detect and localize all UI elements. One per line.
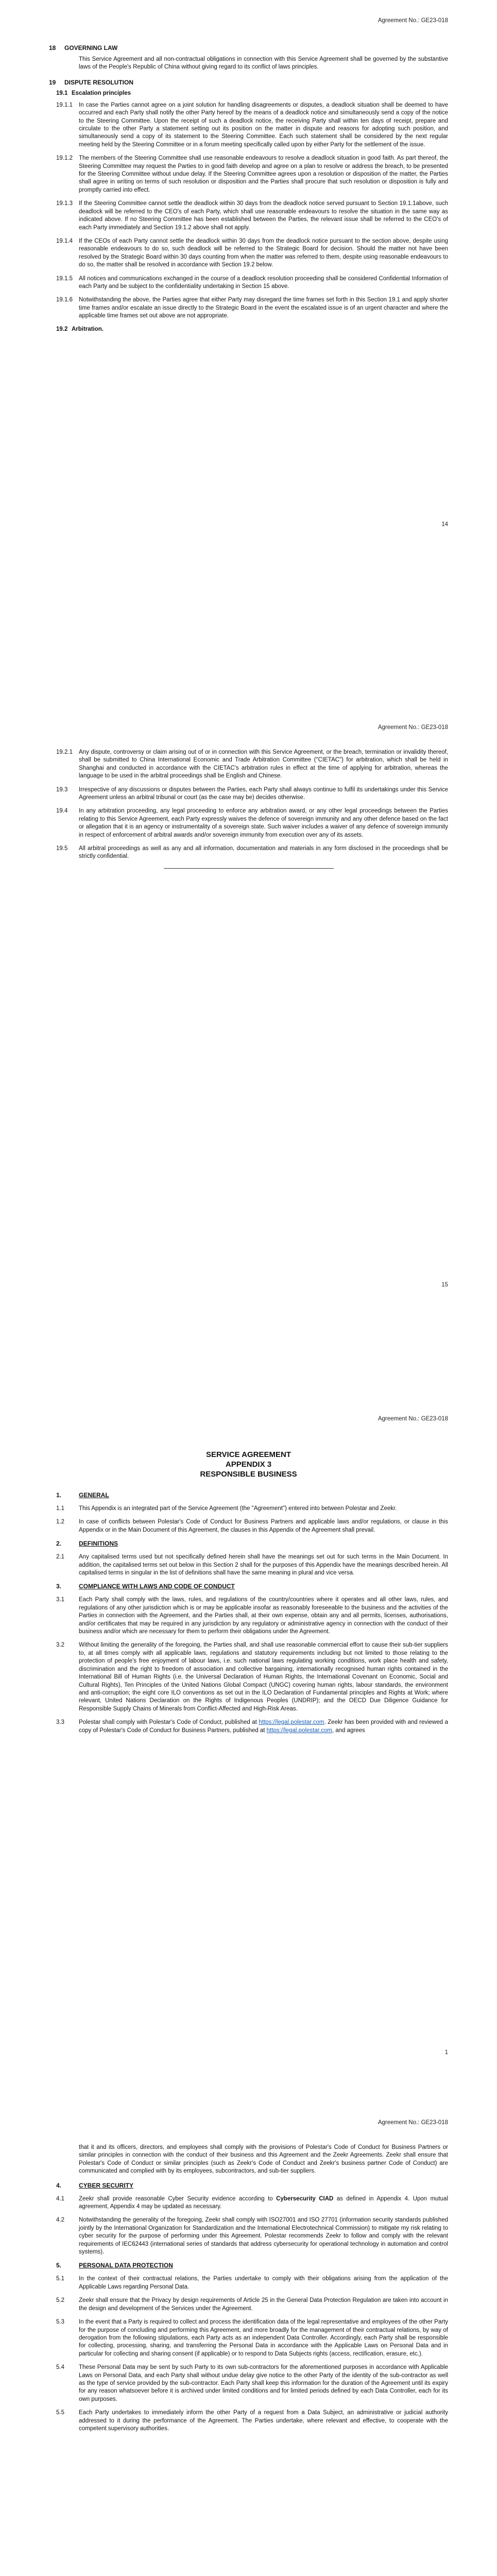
clause-number: 5.1 (56, 2276, 64, 2282)
clause-4-2 (49, 2216, 448, 2256)
end-of-agreement-divider (164, 868, 334, 869)
subheading-arbitration: 19.2 Arbitration . (49, 326, 448, 332)
page-number: 15 (441, 1282, 448, 1288)
clause-number: 19.3 (56, 786, 68, 793)
clause-number: 5.5 (56, 2410, 64, 2416)
clause-number: 19.1.4 (56, 238, 73, 244)
clause-number: 3.2 (56, 1642, 64, 1649)
clause-number: 2.1 (56, 1554, 64, 1561)
appendix-page-2-body (49, 2144, 448, 2438)
section-number: 2. (56, 1540, 62, 1548)
clause-number: 19.1.2 (56, 155, 73, 162)
clause-4-1 (49, 2195, 448, 2211)
clause-text: Each Party undertakes to immediately inform the other Party of a request from a Data Subject, an administrative or judicial authority addressed to it during the performance of the Agreement. The Parties undertake, where relevant and effective, to cooperate with the competent supervisory authorities. (79, 2410, 448, 2432)
clause-19-1-3 (49, 200, 448, 232)
polestar-legal-link-2[interactable]: https://legal.polestar.com (266, 1727, 332, 1734)
clause-text: Irrespective of any discussions or disputes between the Parties, each Party shall always continue to fulfil its undertakings under this Service Agreement unless an arbitral tribunal or court (as the case may be) decides otherwise. (79, 786, 448, 801)
clause-5-3 (49, 2318, 448, 2358)
section-number: 5. (56, 2262, 62, 2269)
section-heading-dispute-resolution (49, 79, 448, 86)
clause-number: 3.3 (56, 1719, 64, 1726)
subheading-escalation-principles (49, 90, 448, 96)
page-number: 14 (441, 521, 448, 528)
clause-text-part: as defined in Appendix 4. Upon mutual agreement, Appendix 4 may be updated as necessary. (79, 2195, 448, 2210)
clause-text: This Appendix is an integrated part of the Service Agreement (the "Agreement") entered into between Polestar and Zeekr. (79, 1505, 397, 1512)
clause-number: 1.2 (56, 1519, 64, 1526)
clause-number: 19.4 (56, 808, 68, 815)
clause-number: 3.1 (56, 1597, 64, 1603)
clause-19-5 (49, 845, 448, 861)
section-heading-cyber-security (49, 2182, 448, 2189)
clause-5-5 (49, 2409, 448, 2433)
section-heading-personal-data (49, 2262, 448, 2269)
section-title: GOVERNING LAW (64, 44, 118, 52)
clause-text: In any arbitration proceeding, any legal proceeding to enforce any arbitration award, or any other legal proceedings between the Parties relating to this Service Agreement, each Party expressly waives the defence of sovereign immunity and any other defence based on the fact or allegation that it is an agency or instrumentality of a sovereign state. Such waiver includes a waiver of any defence of sovereign immunity in respect of enforcement of arbitral awards and/or sovereign immunity from execution over any of its assets. (79, 808, 448, 838)
title-line: RESPONSIBLE BUSINESS (200, 1470, 297, 1479)
page-15-body (49, 749, 448, 876)
clause-text: Zeekr shall ensure that the Privacy by design requirements of Article 25 in the General Data Protection Regulation are taken into account in the design and development of the Services under the Agreement. (79, 2297, 448, 2312)
clause-number: 19.5 (56, 845, 68, 852)
section-title: COMPLIANCE WITH LAWS AND CODE OF CONDUCT (79, 1583, 235, 1590)
polestar-legal-link[interactable]: https://legal.polestar.com (259, 1719, 324, 1726)
subsection-title: Escalation principles (72, 90, 131, 96)
agreement-number-header: Agreement No.: GE23-018 (378, 724, 448, 731)
clause-number: 19.2.1 (56, 749, 73, 755)
clause-number: 19.1.1 (56, 101, 73, 108)
section-number: 19 (49, 78, 56, 86)
clause-text: Any capitalised terms used but not specifically defined herein shall have the meanings set out for such terms in the Main Document. In addition, the capitalised terms set out below in this Section 2 shall for the purposes of this Appendix have the meanings described herein. All capitalised terms in singular in the list of definitions shall have the same meaning in plural and vice versa. (79, 1554, 448, 1577)
clause-text-part: Zeekr shall provide reasonable Cyber Security evidence according to (79, 2195, 273, 2202)
clause-text: If the CEOs of each Party cannot settle the deadlock within 30 days from the deadlock notice pursuant to the section above, despite using reasonable endeavours to do so, such deadlock will be referred to the Strategic Board for decision. Should the matter not have been resolved by the Strategic Board within 30 days counting from when the matter was referred to them, despite using reasonable endeavours to do so, the matter shall be resolved in accordance with Section 19.2 below. (79, 238, 448, 268)
clause-text: In the event that a Party is required to collect and process the identification data of the legal representative and employees of the other Party for the purpose of concluding and performing this Agreement, and more broadly for the management of their contractual relations, by way of derogation from the following stipulations, each Party acts as an independent Data Controller. Accordingly, each Party shall be responsible for collecting, processing, sharing, and transferring the Personal Data in accordance with the Applicable Laws on Personal Data and in particular for collecting and sharing consent (if applicable) or to respond to Data Subjects rights (access, rectification, erasure, etc.). (79, 2319, 448, 2357)
clause-text: Without limiting the generality of the foregoing, the Parties shall, and shall use reasonable commercial effort to cause their sub-tier suppliers to, at all times comply with all applicable laws, regulations and statutory requirements including but not limited to those relating to the protection of people's free enjoyment of labour laws, i.e. such national laws regulating working conditions, work place health and safety, discrimination and the right to freedom of association and collective bargaining, internationally recognised human rights contained in the International Bill of Human Rights (i.e. the Universal Declaration of Human Rights, the International Covenant on Economic, Social and Cultural Rights), Ten Principles of the United Nations Global Compact (UNGC) covering human rights, labour standards, the environment and anti-corruption; the eight core ILO conventions as set out in the ILO Declaration of Fundamental principles and Rights at Work; where relevant, United Nations Declaration on the Rights of Indigenous Peoples (UNDRIP); and the OECD Due Diligence Guidance for Responsible Supply Chains of Minerals from Conflict-Affected and High-Risk Areas. (79, 1642, 448, 1712)
clause-19-3 (49, 786, 448, 802)
section-title: CYBER SECURITY (79, 2181, 134, 2189)
appendix-page-2 (0, 2110, 497, 2576)
section-number: 3. (56, 1583, 62, 1590)
clause-number: 19.1.6 (56, 297, 73, 303)
clause-number: 1.1 (56, 1505, 64, 1512)
page-14 (0, 0, 497, 703)
clause-5-2 (49, 2297, 448, 2313)
clause-text: These Personal Data may be sent by such Party to its own sub-contractors for the aforementioned purposes in accordance with Applicable Laws on Personal Data, and each Party shall without undue delay give notice to the other Party of the identity of the sub-contractor as well as the type of service provided by the sub-contractor. Each Party shall keep this information for the duration of the Agreement until its expiry for any reason whatsoever before it is archived under limited conditions and for limited periods defined by each Data Controller, each for its own purposes. (79, 2364, 448, 2402)
clause-number: 5.3 (56, 2319, 64, 2326)
clause-text (79, 1719, 448, 1735)
appendix-page-1 (0, 1406, 497, 2110)
clause-text-part: , and agrees (332, 1727, 365, 1734)
clause-1-2 (49, 1518, 448, 1534)
section-number: 18 (49, 44, 56, 52)
clause-number: 4.2 (56, 2217, 64, 2224)
clause-text (79, 2195, 448, 2211)
section-number: 4. (56, 2181, 62, 2189)
clause-3-3-continuation: that it and its officers, directors, and employees shall comply with the provisions of Polestar's Code of Conduct for Business Partners or similar principles in connection with the conduct of their business and this Agreement and the Zeekr Agreements. Zeekr shall ensure that Polestar's Code of Conduct or similar principles (such as Zeekr's Code of Conduct and Zeekr's business partner Code of Conduct) are communicated and complied with by its employees, subcontractors, and sub-tier suppliers. (79, 2144, 448, 2175)
clause-text: Notwithstanding the generality of the foregoing, Zeekr shall comply with ISO27001 and ISO 27701 (information security standards published jointly by the International Organization for Standardization and the International Electrotechnical Commission) to mitigate my risk relating to cyber security for the purpose of performing under this Agreement. Polestar recommends Zeekr to follow and comply with the relevant requirements of IEC62443 (international series of standards that address cybersecurity for operational technology in automation and control systems). (79, 2217, 448, 2256)
clause-3-1 (49, 1596, 448, 1636)
section-heading-governing-law (49, 44, 448, 52)
clause-19-1-5 (49, 275, 448, 291)
subsection-number: 19.1 (56, 90, 68, 96)
section-title: GENERAL (79, 1492, 109, 1499)
clause-3-3 (49, 1719, 448, 1735)
agreement-number-header: Agreement No.: GE23-018 (378, 1416, 448, 1422)
clause-3-2 (49, 1641, 448, 1713)
title-line: SERVICE AGREEMENT (205, 1450, 292, 1459)
section-title: DEFINITIONS (79, 1540, 118, 1548)
clause-number: 4.1 (56, 2195, 64, 2202)
section-title: DISPUTE RESOLUTION (64, 78, 134, 86)
section-title: PERSONAL DATA PROTECTION (79, 2262, 173, 2269)
clause-19-1-1 (49, 101, 448, 149)
clause-text-part: . Zeekr has been provided with and reviewed a copy of Polestar's Code of Conduct for Business Partners, published at (79, 1719, 448, 1734)
clause-number: 5.2 (56, 2297, 64, 2304)
appendix-title (49, 1450, 448, 1479)
page-14-body (49, 44, 448, 337)
clause-text: In case the Parties cannot agree on a joint solution for handling disagreements or disputes, a deadlock situation shall be deemed to have occurred and each Party shall notify the other Party hereof by the means of a deadlock notice and simultaneously send a copy of the notice to the Steering Committee. Upon the receipt of such a deadlock notice, the receiving Party shall within ten days of receipt, prepare and circulate to the other Party a statement setting out its position on the matter in dispute and reasons for adopting such position, and simultaneously send a copy of its statement to the Steering Committee. Each such statement shall be considered by the next regular meeting held by the Steering Committee or in a forum meeting specifically called upon by either Party for the settlement of the issue. (79, 101, 448, 148)
clause-5-1 (49, 2275, 448, 2291)
clause-text: All arbitral proceedings as well as any and all information, documentation and materials in any form disclosed in the proceedings shall be strictly confidential. (79, 845, 448, 860)
clause-19-2-1 (49, 749, 448, 781)
clause-text-part: Polestar shall comply with Polestar's Code of Conduct, published at (79, 1719, 257, 1726)
clause-text: Notwithstanding the above, the Parties agree that either Party may disregard the time frames set forth in this Section 19.1 and apply shorter time frames and/or escalate an issue directly to the Strategic Board in the event the escalated issue is of an urgent character and where the applicable time frames set out above are not appropriate. (79, 297, 448, 319)
section-number: 1. (56, 1492, 62, 1499)
clause-text: Any dispute, controversy or claim arising out of or in connection with this Service Agreement, or the breach, termination or invalidity thereof, shall be submitted to China International Economic and Trade Arbitration Committee ("CIETAC") for arbitration, which shall be held in Shanghai and conducted in accordance with the CIETAC's arbitration rules in effect at the time of applying for arbitration, whereas the language to be used in the arbitral proceedings shall be English and Chinese. (79, 749, 448, 779)
clause-text: All notices and communications exchanged in the course of a deadlock resolution proceeding shall be considered Confidential Information of each Party and be subject to the confidentiality undertaking in Section 15 above. (79, 275, 448, 290)
clause-19-4 (49, 807, 448, 839)
clause-number: 19.1.3 (56, 200, 73, 207)
page-number: 1 (444, 2049, 448, 2056)
agreement-number-header: Agreement No.: GE23-018 (378, 2120, 448, 2126)
clause-19-1-2 (49, 155, 448, 194)
agreement-number-header: Agreement No.: GE23-018 (378, 18, 448, 24)
clause-number: 19.1.5 (56, 275, 73, 282)
governing-law-text: This Service Agreement and all non-contractual obligations in connection with this Service Agreement shall be governed by the substantive laws of the People's Republic of China without giving regard to its conflict of laws principles. (79, 56, 448, 71)
clause-5-4 (49, 2364, 448, 2403)
section-heading-compliance (49, 1583, 448, 1590)
clause-19-1-6 (49, 296, 448, 320)
clause-19-1-4 (49, 238, 448, 269)
title-line: APPENDIX 3 (225, 1460, 272, 1469)
cybersecurity-ciad-term: Cybersecurity CIAD (276, 2195, 334, 2202)
clause-text: Each Party shall comply with the laws, rules, and regulations of the country/countries where it operates and all other laws, rules, and regulations of any other jurisdiction which is or may be applicable insofar as reasonably foreseeable to the business and the activities of the Parties in connection with the Agreement, and the Parties shall, at their own expense, obtain any and all permits, licenses, authorisations, and/or certificates that may be required in any jurisdiction by any regulatory or administrative agency in connection with the conduct of their business and/or which are necessary for them to perform their obligations under the Agreement. (79, 1597, 448, 1635)
section-heading-general (49, 1492, 448, 1499)
page-15 (0, 703, 497, 1406)
clause-2-1 (49, 1553, 448, 1577)
clause-1-1 (49, 1505, 448, 1513)
subsection-number: 19.2 (56, 326, 68, 332)
clause-text: The members of the Steering Committee shall use reasonable endeavours to resolve a deadlock situation in good faith. As part thereof, the Steering Committee may request the Parties to in good faith develop and agree on a plan to resolve or address the breach, to be presented for the Steering Committee without undue delay. If the Steering Committee agrees upon a resolution or disposition of the matter, the Parties shall agree in writing on terms of such resolution or disposition and the Parties shall procure that such resolution or disposition is fully and promptly carried into effect. (79, 155, 448, 193)
clause-text: In the context of their contractual relations, the Parties undertake to comply with their obligations arising from the application of the Applicable Laws regarding Personal Data. (79, 2276, 448, 2290)
clause-number: 5.4 (56, 2364, 64, 2371)
clause-text: If the Steering Committee cannot settle the deadlock within 30 days from the deadlock notice served pursuant to Section 19.1.1above, such deadlock will be referred to the CEO's of each Party, which shall use reasonable endeavours to resolve the situation in the same way as indicated above. If no Steering Committee has been established between the Parties, the relevant issue shall be referred to the CEO's of each Party immediately and Section 19.1.2 above shall not apply. (79, 200, 448, 231)
section-heading-definitions (49, 1540, 448, 1547)
appendix-page-1-body (49, 1448, 448, 1740)
subsection-title: Arbitration (72, 326, 102, 332)
clause-text: In case of conflicts between Polestar's Code of Conduct for Business Partners and applicable laws and/or regulations, or clause in this Appendix or in the Main Document of this Agreement, the clauses in this Appendix of the Agreement shall prevail. (79, 1519, 448, 1533)
